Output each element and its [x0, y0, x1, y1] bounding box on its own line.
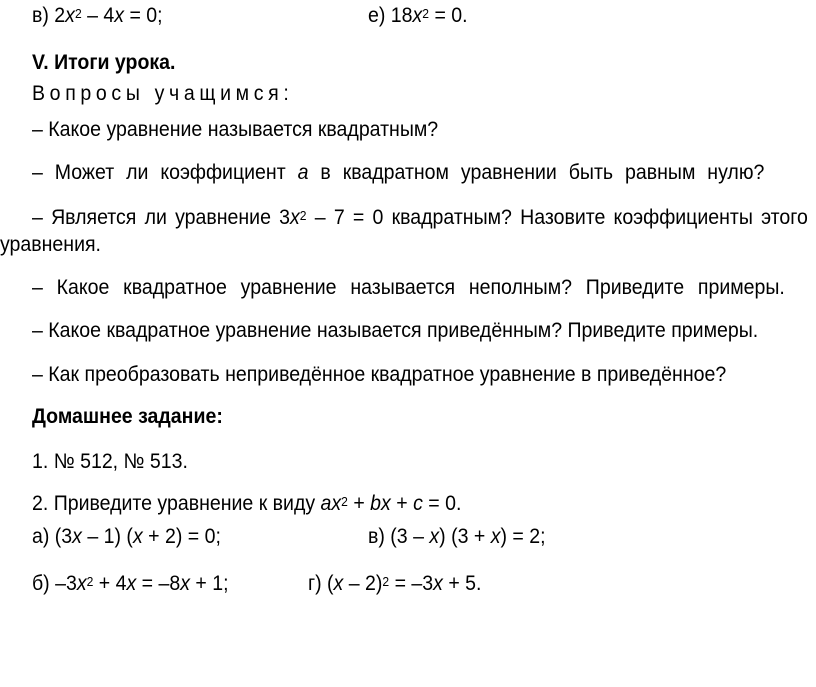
question-2: – Может ли коэффициент а в квадратном уравнении быть равным нулю?	[32, 161, 765, 184]
question-6: – Как преобразовать неприведённое квадратное уравнение в приведённое?	[32, 363, 727, 386]
homework-item-2: 2. Приведите уравнение к виду $ax^2$ + bx + c = 0.	[32, 492, 462, 515]
question-3-continuation: уравнения.	[0, 233, 101, 256]
section-title: V. Итоги урока.	[32, 51, 176, 74]
question-5: – Какое квадратное уравнение называется приведённым? Приведите примеры.	[32, 319, 759, 342]
homework-item-1: 1. № 512, № 513.	[32, 450, 188, 473]
exercise-v: в) $2x^2 - 4x = 0$;	[32, 4, 163, 27]
questions-label: Вопросы учащимся:	[32, 82, 294, 105]
question-1: – Какое уравнение называется квадратным?	[32, 118, 439, 141]
homework-title: Домашнее задание:	[32, 405, 223, 428]
task-b: б) $-3x^2 + 4x = -8x + 1$;	[32, 572, 229, 595]
question-3: – Является ли уравнение $3x^2 - 7 = 0$ квадратным? Назовите коэффициенты этого	[32, 206, 808, 229]
question-4: – Какое квадратное уравнение называется неполным? Приведите примеры.	[32, 276, 785, 299]
task-g: г) (x – 2)$^2$ = –3x + 5.	[308, 572, 482, 595]
task-v: в) (3 – x) (3 + x) = 2;	[368, 525, 546, 548]
task-a: а) (3x – 1) (x + 2) = 0;	[32, 525, 221, 548]
exercise-e: е) $18x^2 = 0$.	[368, 4, 468, 27]
